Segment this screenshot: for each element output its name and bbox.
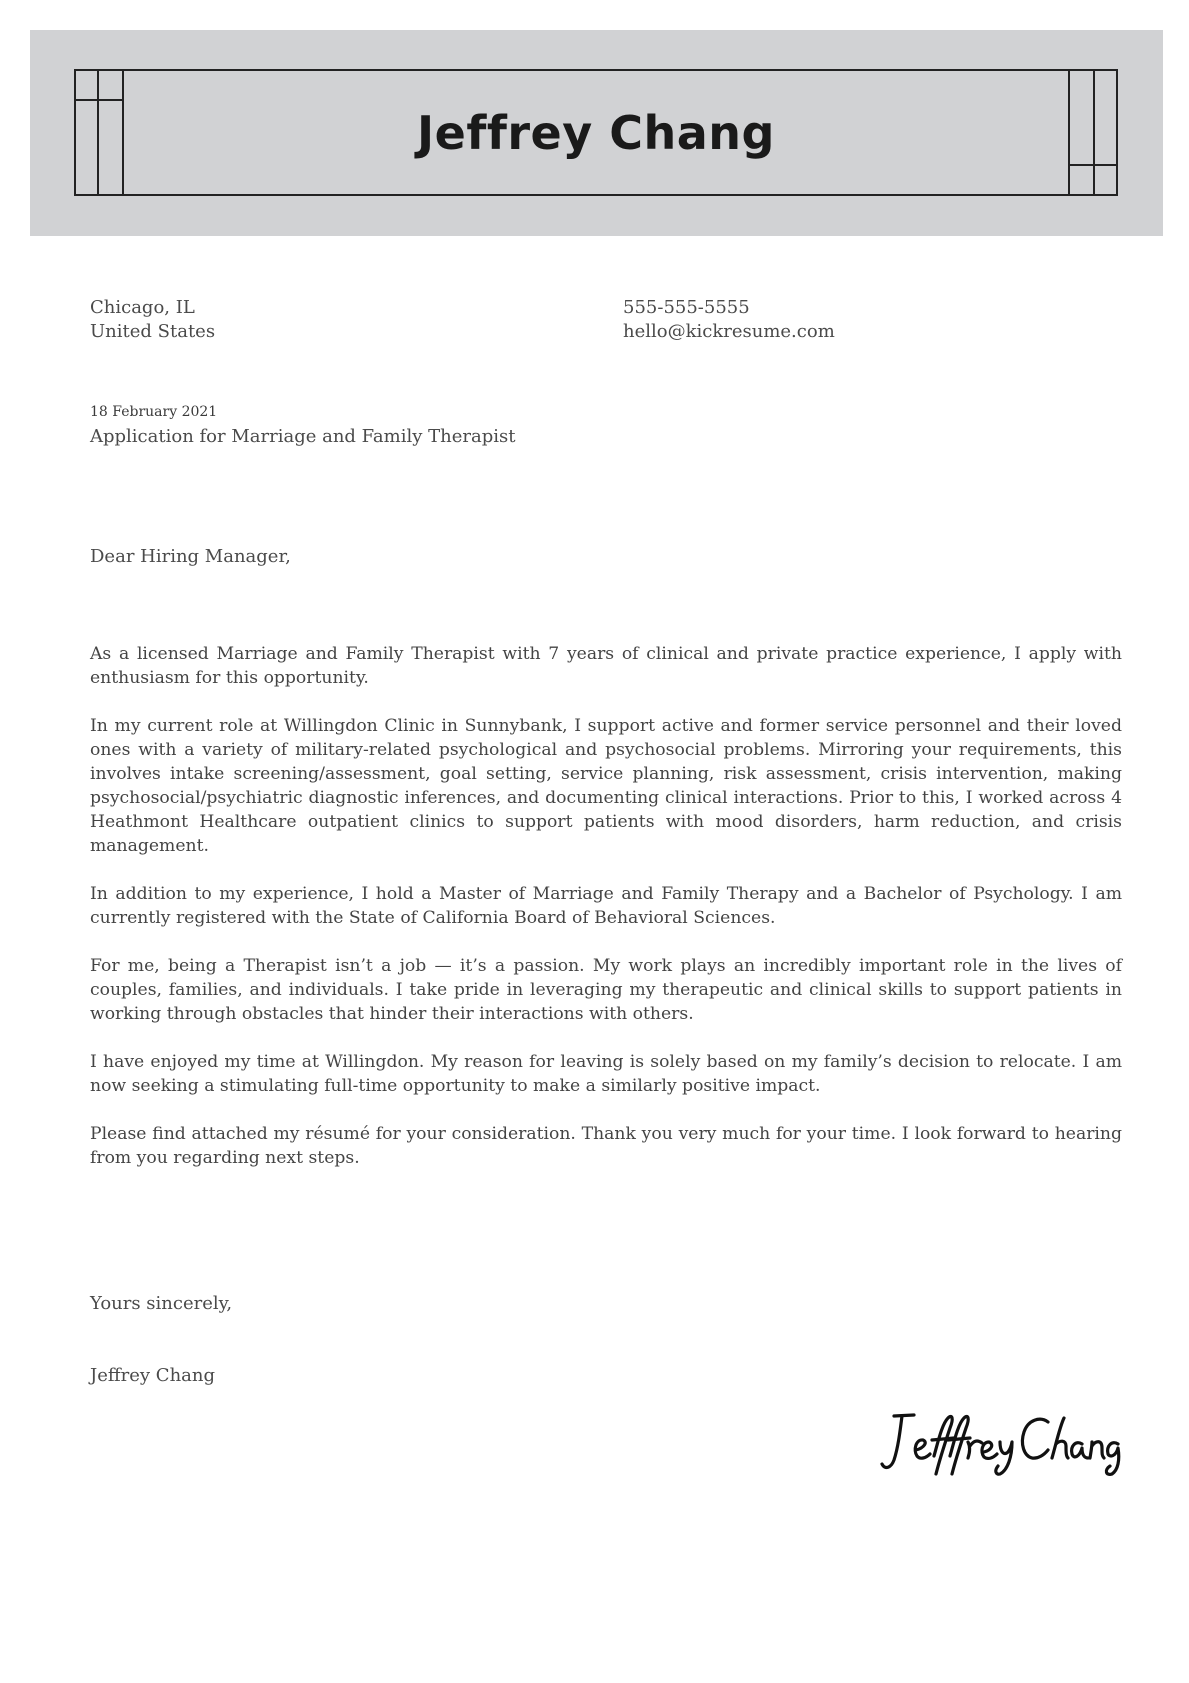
closing: Yours sincerely, [90,1293,233,1314]
phone-text: 555-555-5555 [623,297,750,318]
body-paragraph: I have enjoyed my time at Willingdon. My reason for leaving is solely based on my family’s decision to relocate. I am now seeking a stimulating full-time opportunity to make a similarly positive impact. [90,1052,1122,1096]
salutation: Dear Hiring Manager, [90,546,291,567]
handwritten-signature [880,1408,1130,1478]
page-title: Jeffrey Chang [417,105,775,160]
country-text: United States [90,321,216,342]
contact-block [623,296,835,344]
city-text: Chicago, IL [90,297,195,318]
body-paragraph: For me, being a Therapist isn’t a job — it’s a passion. My work plays an incredibly important role in the lives of couples, families, and individuals. I take pride in leveraging my therapeutic and clinical skills to support patients in working through obstacles that hinder their interactions with others. [90,956,1122,1024]
body-paragraph: Please find attached my résumé for your consideration. Thank you very much for your time. I look forward to hearing from you regarding next steps. [90,1124,1122,1168]
address-block [90,296,215,344]
email-text: hello@kickresume.com [623,321,835,342]
letter-date: 18 February 2021 [90,404,218,420]
body-paragraph: As a licensed Marriage and Family Therapist with 7 years of clinical and private practice experience, I apply with enthusiasm for this opportunity. [90,644,1122,688]
body-paragraph: In addition to my experience, I hold a Master of Marriage and Family Therapy and a Bachelor of Psychology. I am currently registered with the State of California Board of Behavioral Sciences. [90,884,1122,928]
signer-name: Jeffrey Chang [90,1365,216,1386]
letter-body [90,642,1122,1194]
body-paragraph: In my current role at Willingdon Clinic in Sunnybank, I support active and former service personnel and their loved ones with a variety of military-related psychological and psychosocial problems. Mirroring your requirements, this involves intake screening/assessment, goal setting, service planning, risk assessment, crisis intervention, making psychosocial/psychiatric diagnostic inferences, and documenting clinical interactions. Prior to this, I worked across 4 Heathmont Healthcare outpatient clinics to support patients with mood disorders, harm reduction, and crisis management. [90,716,1122,856]
letter-subject: Application for Marriage and Family Therapist [90,426,516,447]
